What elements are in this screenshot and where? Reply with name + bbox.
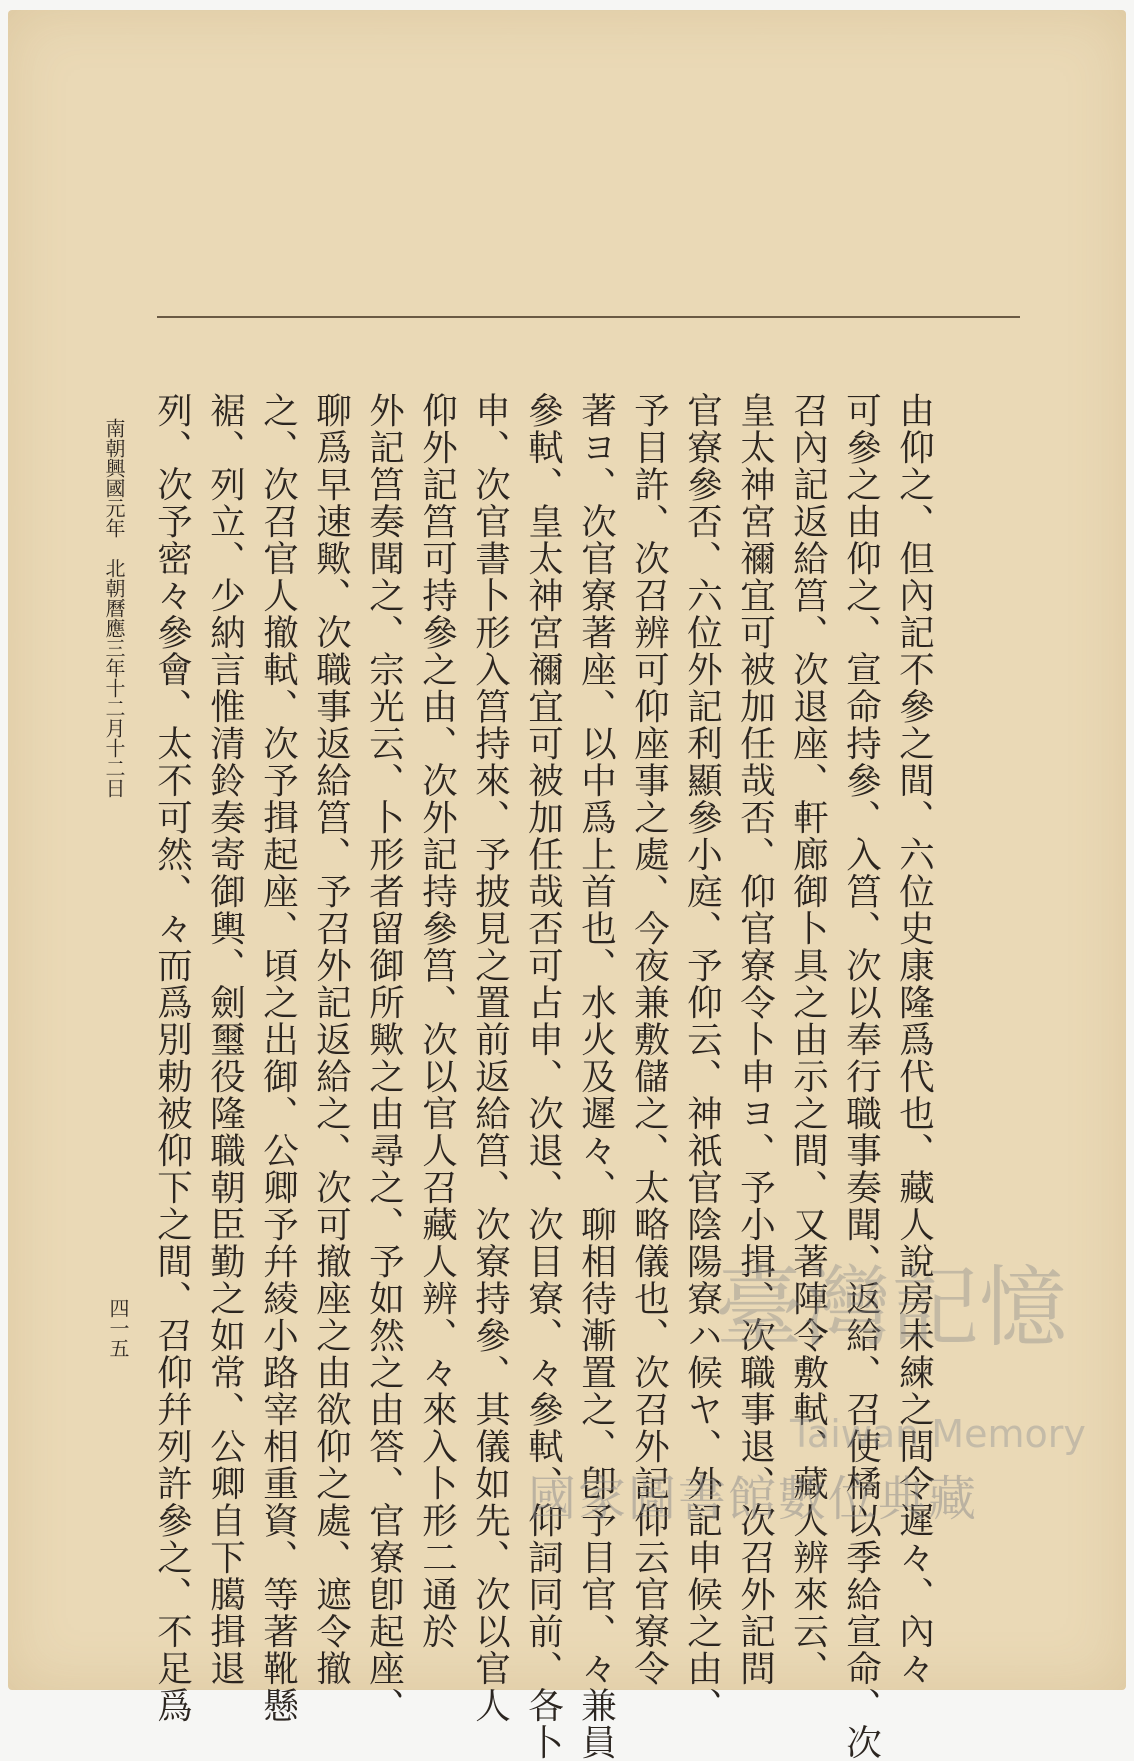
text-column-12: 聊爲早速歟、次職事返給筥、予召外記返給之、次可撤座之由欲仰之處、遮令撤 [310, 392, 352, 1687]
text-column-5: 官寮參否、六位外記利顯參小庭、予仰云、神祇官陰陽寮ハ候ヤ、外記申候之由、 [681, 392, 723, 1724]
text-column-10: 仰外記筥可持參之由、次外記持參筥、次以官人召藏人辨、々來入卜形二通於 [416, 392, 458, 1650]
text-column-1: 由仰之、但內記不參之間、六位史康隆爲代也、藏人說房未練之間令遲々、內々 [893, 392, 935, 1687]
header-rule [157, 316, 1020, 318]
text-column-7: 著ヨ、次官寮著座、以中爲上首也、水火及遲々、聊相待漸置之、卽予目官、々兼員 [575, 392, 617, 1761]
text-column-9: 申、次官書卜形入筥持來、予披見之置前返給筥、次寮持參、其儀如先、次以官人 [469, 392, 511, 1724]
watermark-logo: 臺灣記憶 [715, 1256, 1068, 1359]
text-column-14: 裾、列立、少納言惟清鈴奏寄御輿、劍璽役隆職朝臣勤之如常、公卿自下臈揖退 [204, 392, 246, 1687]
text-column-4: 皇太神宮禰宜可被加任哉否、仰官寮令卜申ヨ、予小揖、次職事退、次召外記問 [734, 392, 776, 1687]
page-number: 四一五 [106, 1298, 130, 1358]
running-title: 南朝興國元年 北朝曆應三年十二月十二日 [102, 418, 126, 798]
text-column-2: 可參之由仰之、宣命持參、入筥、次以奉行職事奏聞、返給、召使橘以季給宣命、次 [840, 392, 882, 1761]
text-column-8: 參軾、皇太神宮禰宜可被加任哉否可占申、次退、次目寮、々參軾、仰詞同前、各卜 [522, 392, 564, 1761]
text-column-6: 予目許、次召辨可仰座事之處、今夜兼敷儲之、太略儀也、次召外記仰云官寮令 [628, 392, 670, 1687]
text-column-3: 召內記返給筥、次退座、軒廊御卜具之由示之間、又著陣令敷軾、藏人辨來云、 [787, 392, 829, 1687]
text-column-13: 之、次召官人撤軾、次予揖起座、頃之出御、公卿予幷綾小路宰相重資、等著靴懸 [257, 392, 299, 1724]
text-column-11: 外記筥奏聞之、宗光云、卜形者留御所歟之由尋之、予如然之由答、官寮卽起座、 [363, 392, 405, 1724]
text-column-15: 列、次予密々參會、太不可然、々而爲別勅被仰下之間、召仰幷列許參之、不足爲 [151, 392, 193, 1724]
watermark-english: Taiwan Memory [790, 1412, 1086, 1456]
watermark-institution: 國家圖書館數位典藏 [528, 1471, 979, 1527]
